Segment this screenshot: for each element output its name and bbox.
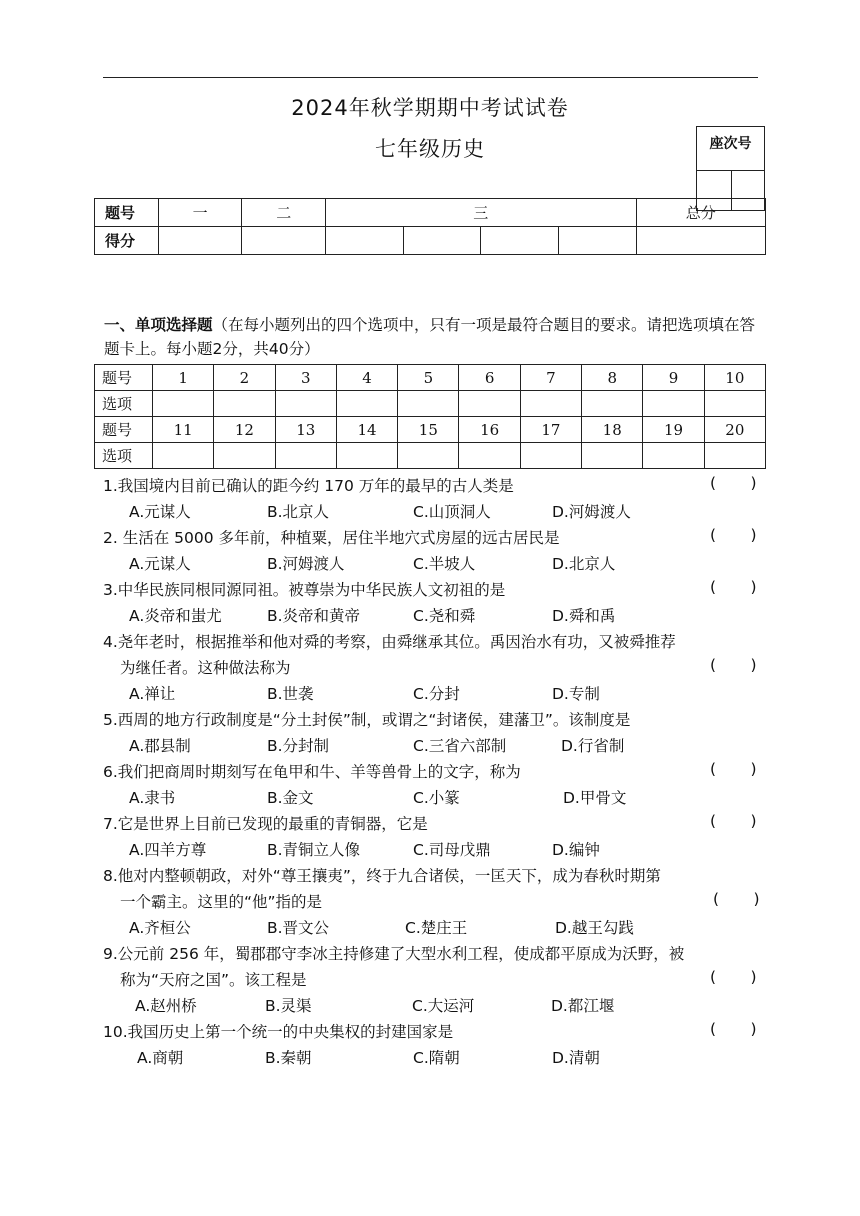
answer-bracket[interactable]: ( ) [710, 812, 757, 830]
answer-cell[interactable] [520, 391, 581, 417]
answer-option: D.河姆渡人 [552, 503, 631, 521]
answer-option: C.半坡人 [413, 555, 476, 573]
answer-row-label: 题号 [95, 365, 153, 391]
question-number-cell: 16 [459, 417, 520, 443]
question-number-cell: 6 [459, 365, 520, 391]
question-number-cell: 11 [153, 417, 214, 443]
answer-option: C.司母戊鼎 [413, 841, 491, 859]
score-cell[interactable] [636, 227, 765, 255]
answer-grid [94, 364, 766, 469]
question-number-cell: 13 [275, 417, 336, 443]
question-stem: 2. 生活在 5000 多年前，种植粟，居住半地穴式房屋的远古居民是 [103, 529, 560, 547]
answer-option: A.四羊方尊 [129, 841, 207, 859]
question-number-cell: 10 [704, 365, 765, 391]
section-1-heading: 一、单项选择题 [104, 316, 213, 334]
answer-bracket[interactable]: ( ) [710, 656, 757, 674]
answer-bracket[interactable]: ( ) [710, 474, 757, 492]
answer-bracket[interactable]: ( ) [710, 1020, 757, 1038]
question-number-cell: 20 [704, 417, 765, 443]
score-col-2: 二 [242, 199, 326, 227]
answer-option: C.大运河 [412, 997, 475, 1015]
answer-option: C.尧和舜 [413, 607, 476, 625]
question-stem: 称为“天府之国”。该工程是 [120, 971, 307, 989]
answer-row-label: 选项 [95, 391, 153, 417]
score-cell[interactable] [558, 227, 636, 255]
score-cell[interactable] [242, 227, 326, 255]
answer-option: A.禅让 [129, 685, 176, 703]
answer-bracket[interactable]: ( ) [710, 760, 757, 778]
question-number-cell: 4 [336, 365, 397, 391]
question-number-cell: 7 [520, 365, 581, 391]
score-cell[interactable] [403, 227, 481, 255]
question-number-cell: 2 [214, 365, 275, 391]
question-number-cell: 17 [520, 417, 581, 443]
question-number-cell: 5 [398, 365, 459, 391]
answer-option: A.商朝 [137, 1049, 184, 1067]
score-col-3: 三 [326, 199, 636, 227]
answer-option: B.青铜立人像 [267, 841, 361, 859]
question-stem: 9.公元前 256 年，蜀郡郡守李冰主持修建了大型水利工程，使成都平原成为沃野，被 [103, 945, 685, 963]
answer-option: B.世袭 [267, 685, 314, 703]
answer-cell[interactable] [398, 391, 459, 417]
answer-cell[interactable] [214, 443, 275, 469]
question-number-cell: 8 [582, 365, 643, 391]
score-row-label: 题号 [95, 199, 159, 227]
score-cell[interactable] [158, 227, 242, 255]
answer-cell[interactable] [153, 391, 214, 417]
question-number-cell: 14 [336, 417, 397, 443]
answer-option: B.灵渠 [265, 997, 312, 1015]
answer-option: C.分封 [413, 685, 460, 703]
answer-option: B.秦朝 [265, 1049, 312, 1067]
answer-option: D.清朝 [552, 1049, 600, 1067]
question-number-cell: 3 [275, 365, 336, 391]
score-row-label: 得分 [95, 227, 159, 255]
answer-cell[interactable] [275, 391, 336, 417]
answer-option: B.晋文公 [267, 919, 330, 937]
answer-bracket[interactable]: ( ) [710, 968, 757, 986]
score-table [94, 198, 766, 255]
answer-cell[interactable] [336, 443, 397, 469]
exam-title: 2024年秋学期期中考试试卷 [291, 96, 569, 120]
answer-option: A.隶书 [129, 789, 176, 807]
question-number-cell: 19 [643, 417, 704, 443]
answer-option: B.河姆渡人 [267, 555, 345, 573]
question-stem: 10.我国历史上第一个统一的中央集权的封建国家是 [103, 1023, 454, 1041]
answer-option: C.小篆 [413, 789, 460, 807]
question-stem: 一个霸主。这里的“他”指的是 [120, 893, 323, 911]
answer-option: D.甲骨文 [563, 789, 627, 807]
answer-option: C.山顶洞人 [413, 503, 491, 521]
answer-cell[interactable] [459, 391, 520, 417]
answer-cell[interactable] [704, 443, 765, 469]
answer-cell[interactable] [643, 391, 704, 417]
answer-cell[interactable] [153, 443, 214, 469]
answer-row-label: 题号 [95, 417, 153, 443]
answer-option: B.分封制 [267, 737, 330, 755]
question-stem: 4.尧年老时，根据推举和他对舜的考察，由舜继承其位。禹因治水有功，又被舜推荐 [103, 633, 676, 651]
answer-cell[interactable] [582, 391, 643, 417]
answer-option: C.隋朝 [413, 1049, 460, 1067]
question-stem: 5.西周的地方行政制度是“分土封侯”制，或谓之“封诸侯，建藩卫”。该制度是 [103, 711, 631, 729]
question-stem: 为继任者。这种做法称为 [120, 659, 291, 677]
answer-cell[interactable] [643, 443, 704, 469]
answer-bracket[interactable]: ( ) [710, 578, 757, 596]
question-number-cell: 1 [153, 365, 214, 391]
answer-cell[interactable] [459, 443, 520, 469]
answer-cell[interactable] [704, 391, 765, 417]
answer-option: A.元谋人 [129, 555, 191, 573]
answer-cell[interactable] [336, 391, 397, 417]
answer-option: A.齐桓公 [129, 919, 191, 937]
answer-option: C.三省六部制 [413, 737, 507, 755]
answer-option: C.楚庄王 [405, 919, 468, 937]
score-cell[interactable] [326, 227, 404, 255]
question-number-cell: 9 [643, 365, 704, 391]
score-cell[interactable] [481, 227, 559, 255]
score-col-1: 一 [158, 199, 242, 227]
answer-bracket[interactable]: ( ) [710, 526, 757, 544]
exam-subtitle: 七年级历史 [375, 137, 485, 161]
answer-option: A.炎帝和蚩尤 [129, 607, 222, 625]
question-number-cell: 15 [398, 417, 459, 443]
answer-option: A.郡县制 [129, 737, 191, 755]
seat-label: 座次号 [697, 127, 765, 171]
top-rule [103, 77, 758, 78]
question-number-cell: 12 [214, 417, 275, 443]
answer-cell[interactable] [582, 443, 643, 469]
answer-cell[interactable] [275, 443, 336, 469]
answer-bracket[interactable]: ( ) [713, 890, 760, 908]
section-1-instruction: （在每小题列出的四个选项中，只有一项是最符合题目的要求。请把选项填在答题卡上。每小题2分，共40分） [104, 316, 756, 358]
answer-option: D.编钟 [552, 841, 600, 859]
answer-cell[interactable] [214, 391, 275, 417]
answer-option: D.都江堰 [551, 997, 615, 1015]
answer-option: D.舜和禹 [552, 607, 616, 625]
answer-row-label: 选项 [95, 443, 153, 469]
answer-option: B.金文 [267, 789, 314, 807]
answer-cell[interactable] [520, 443, 581, 469]
answer-option: D.北京人 [552, 555, 616, 573]
answer-option: D.越王勾践 [555, 919, 634, 937]
section-1-header [104, 313, 764, 361]
question-stem: 3.中华民族同根同源同祖。被尊崇为中华民族人文初祖的是 [103, 581, 506, 599]
question-stem: 8.他对内整顿朝政，对外“尊王攘夷”，终于九合诸侯，一匡天下，成为春秋时期第 [103, 867, 661, 885]
question-stem: 1.我国境内目前已确认的距今约 170 万年的最早的古人类是 [103, 477, 514, 495]
answer-option: A.元谋人 [129, 503, 191, 521]
answer-option: B.北京人 [267, 503, 330, 521]
answer-option: B.炎帝和黄帝 [267, 607, 361, 625]
score-col-total: 总分 [636, 199, 765, 227]
answer-option: D.行省制 [561, 737, 625, 755]
answer-option: D.专制 [552, 685, 600, 703]
answer-cell[interactable] [398, 443, 459, 469]
question-stem: 6.我们把商周时期刻写在龟甲和牛、羊等兽骨上的文字，称为 [103, 763, 521, 781]
answer-option: A.赵州桥 [135, 997, 197, 1015]
question-stem: 7.它是世界上目前已发现的最重的青铜器，它是 [103, 815, 428, 833]
question-number-cell: 18 [582, 417, 643, 443]
